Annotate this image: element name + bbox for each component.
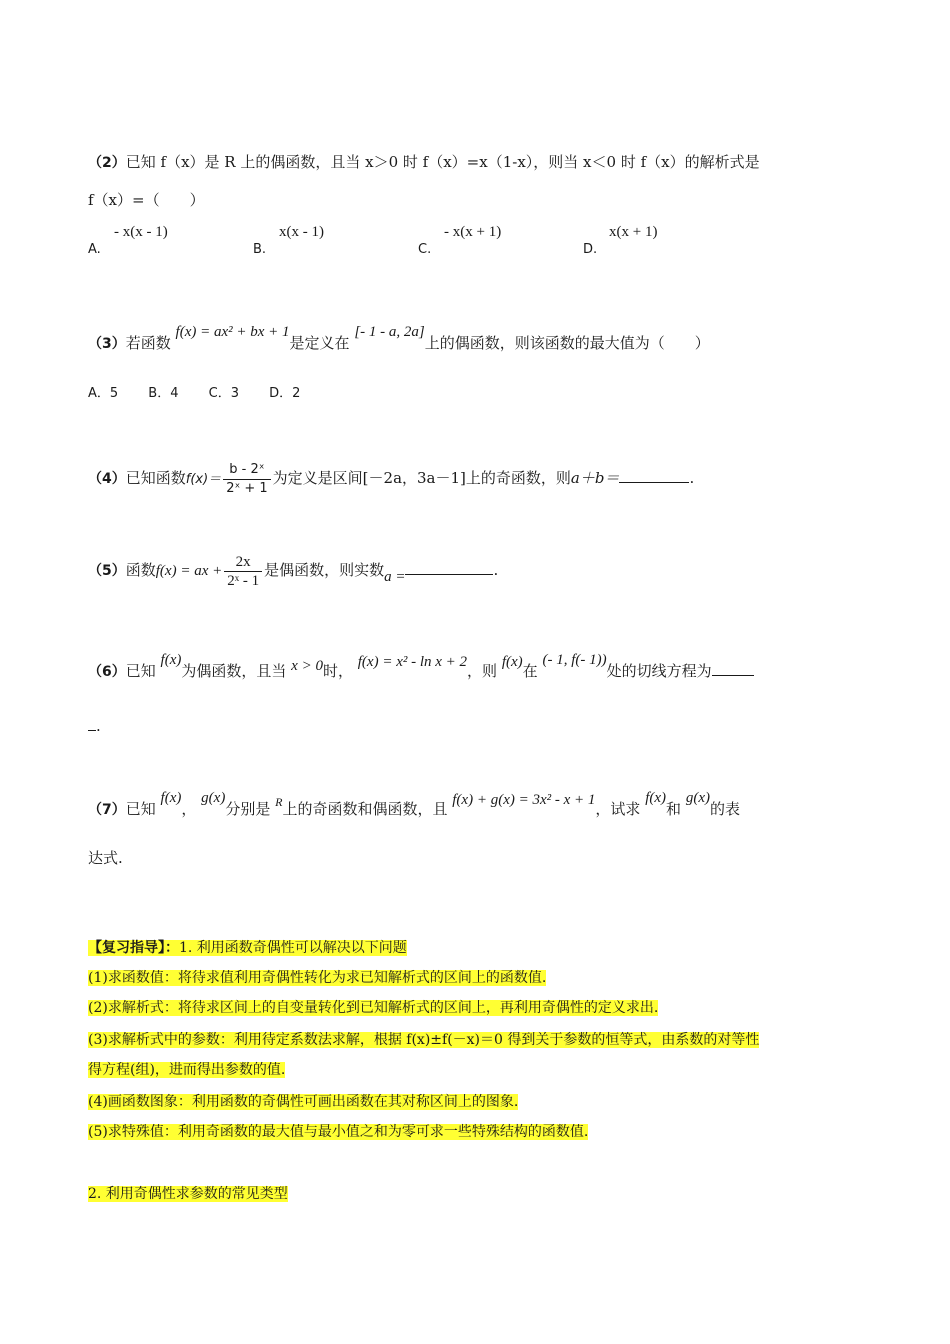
question-text: 若函数: [125, 334, 171, 352]
question-7-line-1: [88, 790, 740, 825]
fraction-numerator: b - 2ˣ: [223, 461, 270, 480]
question-number: （6）: [88, 664, 126, 680]
answer-expression: a＋b＝: [570, 469, 620, 487]
question-text: 时，: [322, 662, 353, 680]
answer-blank[interactable]: [619, 468, 689, 483]
question-6-line-1: [88, 652, 754, 687]
question-3-line-1: [88, 324, 710, 359]
answer-blank[interactable]: [712, 661, 754, 676]
sentence-end: .: [689, 469, 695, 487]
fraction-denominator: 2ˣ - 1: [227, 572, 260, 589]
fraction: [223, 461, 270, 498]
equation-expression: f(x) + g(x) = 3x² - x + 1: [452, 792, 596, 808]
question-7-line-2: 达式.: [88, 849, 123, 867]
sentence-end: .: [96, 717, 101, 735]
question-text: 的表: [709, 800, 740, 818]
guide-heading: [88, 938, 407, 958]
question-text: 和: [666, 800, 682, 818]
question-number: （2）: [88, 155, 126, 171]
function-f: f(x): [645, 790, 667, 806]
guide-intro: 1. 利用函数奇偶性可以解决以下问题: [179, 940, 407, 956]
function-expression: f(x) = x² - ln x + 2: [357, 654, 468, 670]
function-g: g(x): [685, 790, 710, 806]
question-number: （5）: [88, 563, 126, 579]
question-text: 在: [522, 662, 538, 680]
tangent-point: (- 1, f(- 1)): [542, 652, 607, 668]
question-4-line: [88, 456, 694, 502]
document-page: [88, 0, 868, 1344]
option-label: A.: [88, 242, 101, 257]
comma: ，: [181, 800, 197, 818]
question-text: ，试求: [595, 800, 641, 818]
question-text: 上的偶函数，则该函数的最大值为（ ）: [424, 334, 710, 352]
option-label: D.: [583, 242, 598, 257]
function-f: f(x): [160, 790, 182, 806]
guide-item: (3)求解析式中的参数：利用待定系数法求解，根据 f(x)±f(－x)＝0 得到关于参数的恒等式，由系数的对等性: [88, 1032, 760, 1048]
fraction: [224, 553, 262, 590]
real-numbers-symbol: R: [275, 795, 283, 809]
question-text: 为偶函数，且当: [181, 662, 287, 680]
guide-item: (4)画函数图象：利用函数的奇偶性可画出函数在其对称区间上的图象.: [88, 1094, 519, 1110]
option-label: B.: [253, 242, 267, 257]
fraction-numerator: 2x: [224, 553, 262, 572]
guide-item: (2)求解析式：将待求区间上的自变量转化到已知解析式的区间上，再利用奇偶性的定义求出.: [88, 1000, 659, 1016]
guide-item: 得方程(组)，进而得出参数的值.: [88, 1062, 286, 1078]
question-6-line-2: [88, 716, 101, 736]
question-text: 上的奇函数和偶函数，且: [282, 800, 448, 818]
function-expression: f(x) = ax +: [155, 563, 223, 579]
variable-a: a =: [384, 569, 406, 585]
question-text: 分别是: [225, 800, 271, 818]
answer-blank[interactable]: [405, 560, 493, 575]
question-text: 已知: [125, 800, 156, 818]
question-text: 是定义在: [289, 334, 350, 352]
function-name: f(x)＝: [185, 472, 222, 487]
function-f: f(x): [501, 654, 523, 670]
option-expression: x(x - 1): [279, 224, 324, 240]
question-text: ，则: [467, 662, 498, 680]
question-text: 是偶函数，则实数: [264, 561, 385, 579]
guide-item: (1)求函数值：将待求值利用奇偶性转化为求已知解析式的区间上的函数值.: [88, 970, 547, 986]
question-text: f（x）=（ ）: [88, 191, 205, 209]
question-text: 函数: [125, 561, 156, 579]
question-2-line-2: [88, 190, 205, 210]
question-3-options: A．5 B．4 C．3 D．2: [88, 386, 301, 401]
question-text: 已知: [125, 662, 156, 680]
fraction-denominator: 2ˣ + 1: [226, 480, 268, 496]
domain-interval: [- 1 - a, 2a]: [354, 324, 425, 340]
answer-blank-continued[interactable]: [88, 716, 96, 731]
question-text: 已知函数: [125, 469, 186, 487]
sentence-end: .: [493, 561, 499, 579]
guide-item: (5)求特殊值：利用奇函数的最大值与最小值之和为零可求一些特殊结构的函数值.: [88, 1124, 589, 1140]
condition-expression: x > 0: [291, 658, 323, 674]
function-expression: f(x) = ax² + bx + 1: [175, 324, 290, 340]
question-text: 为定义是区间[－2a，3a－1]上的奇函数，则: [272, 469, 571, 487]
question-number: （3）: [88, 336, 126, 352]
guide-section-2: 2. 利用奇偶性求参数的常见类型: [88, 1186, 288, 1202]
question-text: 已知 f（x）是 R 上的偶函数，且当 x＞0 时 f（x）=x（1-x），则当 x＜0 时 f（x）的解析式是: [125, 153, 760, 171]
question-2-line-1: [88, 152, 760, 173]
option-expression: - x(x - 1): [114, 224, 168, 240]
guide-title: 【复习指导】：: [88, 940, 179, 956]
question-number: （7）: [88, 802, 126, 818]
function-f: f(x): [160, 652, 182, 668]
question-number: （4）: [88, 471, 126, 487]
question-5-line: [88, 548, 498, 593]
option-label: C.: [418, 242, 432, 257]
question-text: 处的切线方程为: [606, 662, 712, 680]
option-expression: x(x + 1): [609, 224, 658, 240]
function-g: g(x): [201, 790, 226, 806]
option-expression: - x(x + 1): [444, 224, 502, 240]
